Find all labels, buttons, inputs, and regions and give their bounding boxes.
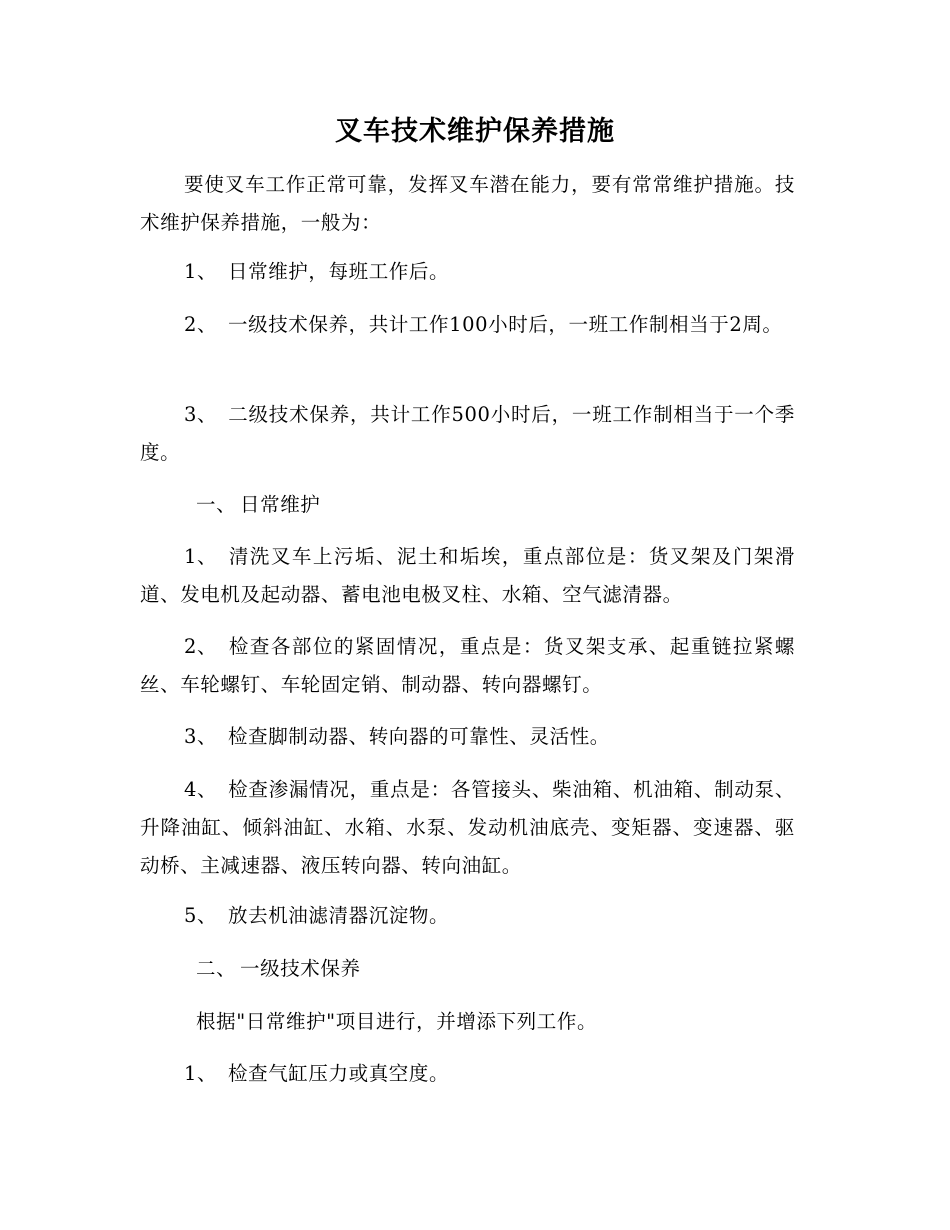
item-text: 一级技术保养，共计工作100小时后，一班工作制相当于2周。 (228, 313, 783, 336)
list-item (140, 306, 795, 344)
item-text: 日常维护，每班工作后。 (228, 260, 450, 283)
item-number: 3、 (184, 403, 218, 426)
item-text: 检查脚制动器、转向器的可靠性、灵活性。 (228, 725, 610, 748)
list-item (140, 628, 795, 704)
list-item (140, 1055, 795, 1093)
heading-text: 日常维护 (240, 493, 321, 516)
heading-text: 一级技术保养 (240, 957, 361, 980)
section-heading (140, 486, 795, 524)
heading-number: 一、 (196, 493, 237, 516)
item-text: 清洗叉车上污垢、泥土和垢埃，重点部位是：货叉架及门架滑道、发电机及起动器、蓄电池电极叉柱、水箱、空气滤清器。 (140, 545, 795, 606)
item-text: 二级技术保养，共计工作500小时后，一班工作制相当于一个季度。 (140, 403, 795, 464)
item-number: 2、 (184, 313, 218, 336)
list-item (140, 897, 795, 935)
list-item (140, 396, 795, 472)
item-number: 3、 (184, 725, 218, 748)
item-number: 2、 (184, 635, 218, 658)
item-text: 检查气缸压力或真空度。 (228, 1062, 450, 1085)
section-intro: 根据"日常维护"项目进行，并增添下列工作。 (196, 1010, 598, 1033)
item-number: 1、 (184, 1062, 218, 1085)
item-number: 1、 (184, 545, 218, 568)
list-item (140, 538, 795, 614)
list-item (140, 253, 795, 291)
heading-number: 二、 (196, 957, 237, 980)
item-number: 1、 (184, 260, 218, 283)
item-number: 5、 (184, 904, 218, 927)
section-heading (140, 950, 795, 988)
list-item (140, 771, 795, 885)
list-item (140, 718, 795, 756)
item-text: 检查渗漏情况，重点是：各管接头、柴油箱、机油箱、制动泵、升降油缸、倾斜油缸、水箱、水泵、发动机油底壳、变矩器、变速器、驱动桥、主减速器、液压转向器、转向油缸。 (140, 778, 795, 877)
document-title: 叉车技术维护保养措施 (335, 116, 615, 147)
intro-paragraph: 要使叉车工作正常可靠，发挥叉车潜在能力，要有常常维护措施。技术维护保养措施，一般为： (140, 173, 795, 234)
item-text: 放去机油滤清器沉淀物。 (228, 904, 450, 927)
item-text: 检查各部位的紧固情况，重点是：货叉架支承、起重链拉紧螺丝、车轮螺钉、车轮固定销、制动器、转向器螺钉。 (140, 635, 795, 696)
item-number: 4、 (184, 778, 218, 801)
